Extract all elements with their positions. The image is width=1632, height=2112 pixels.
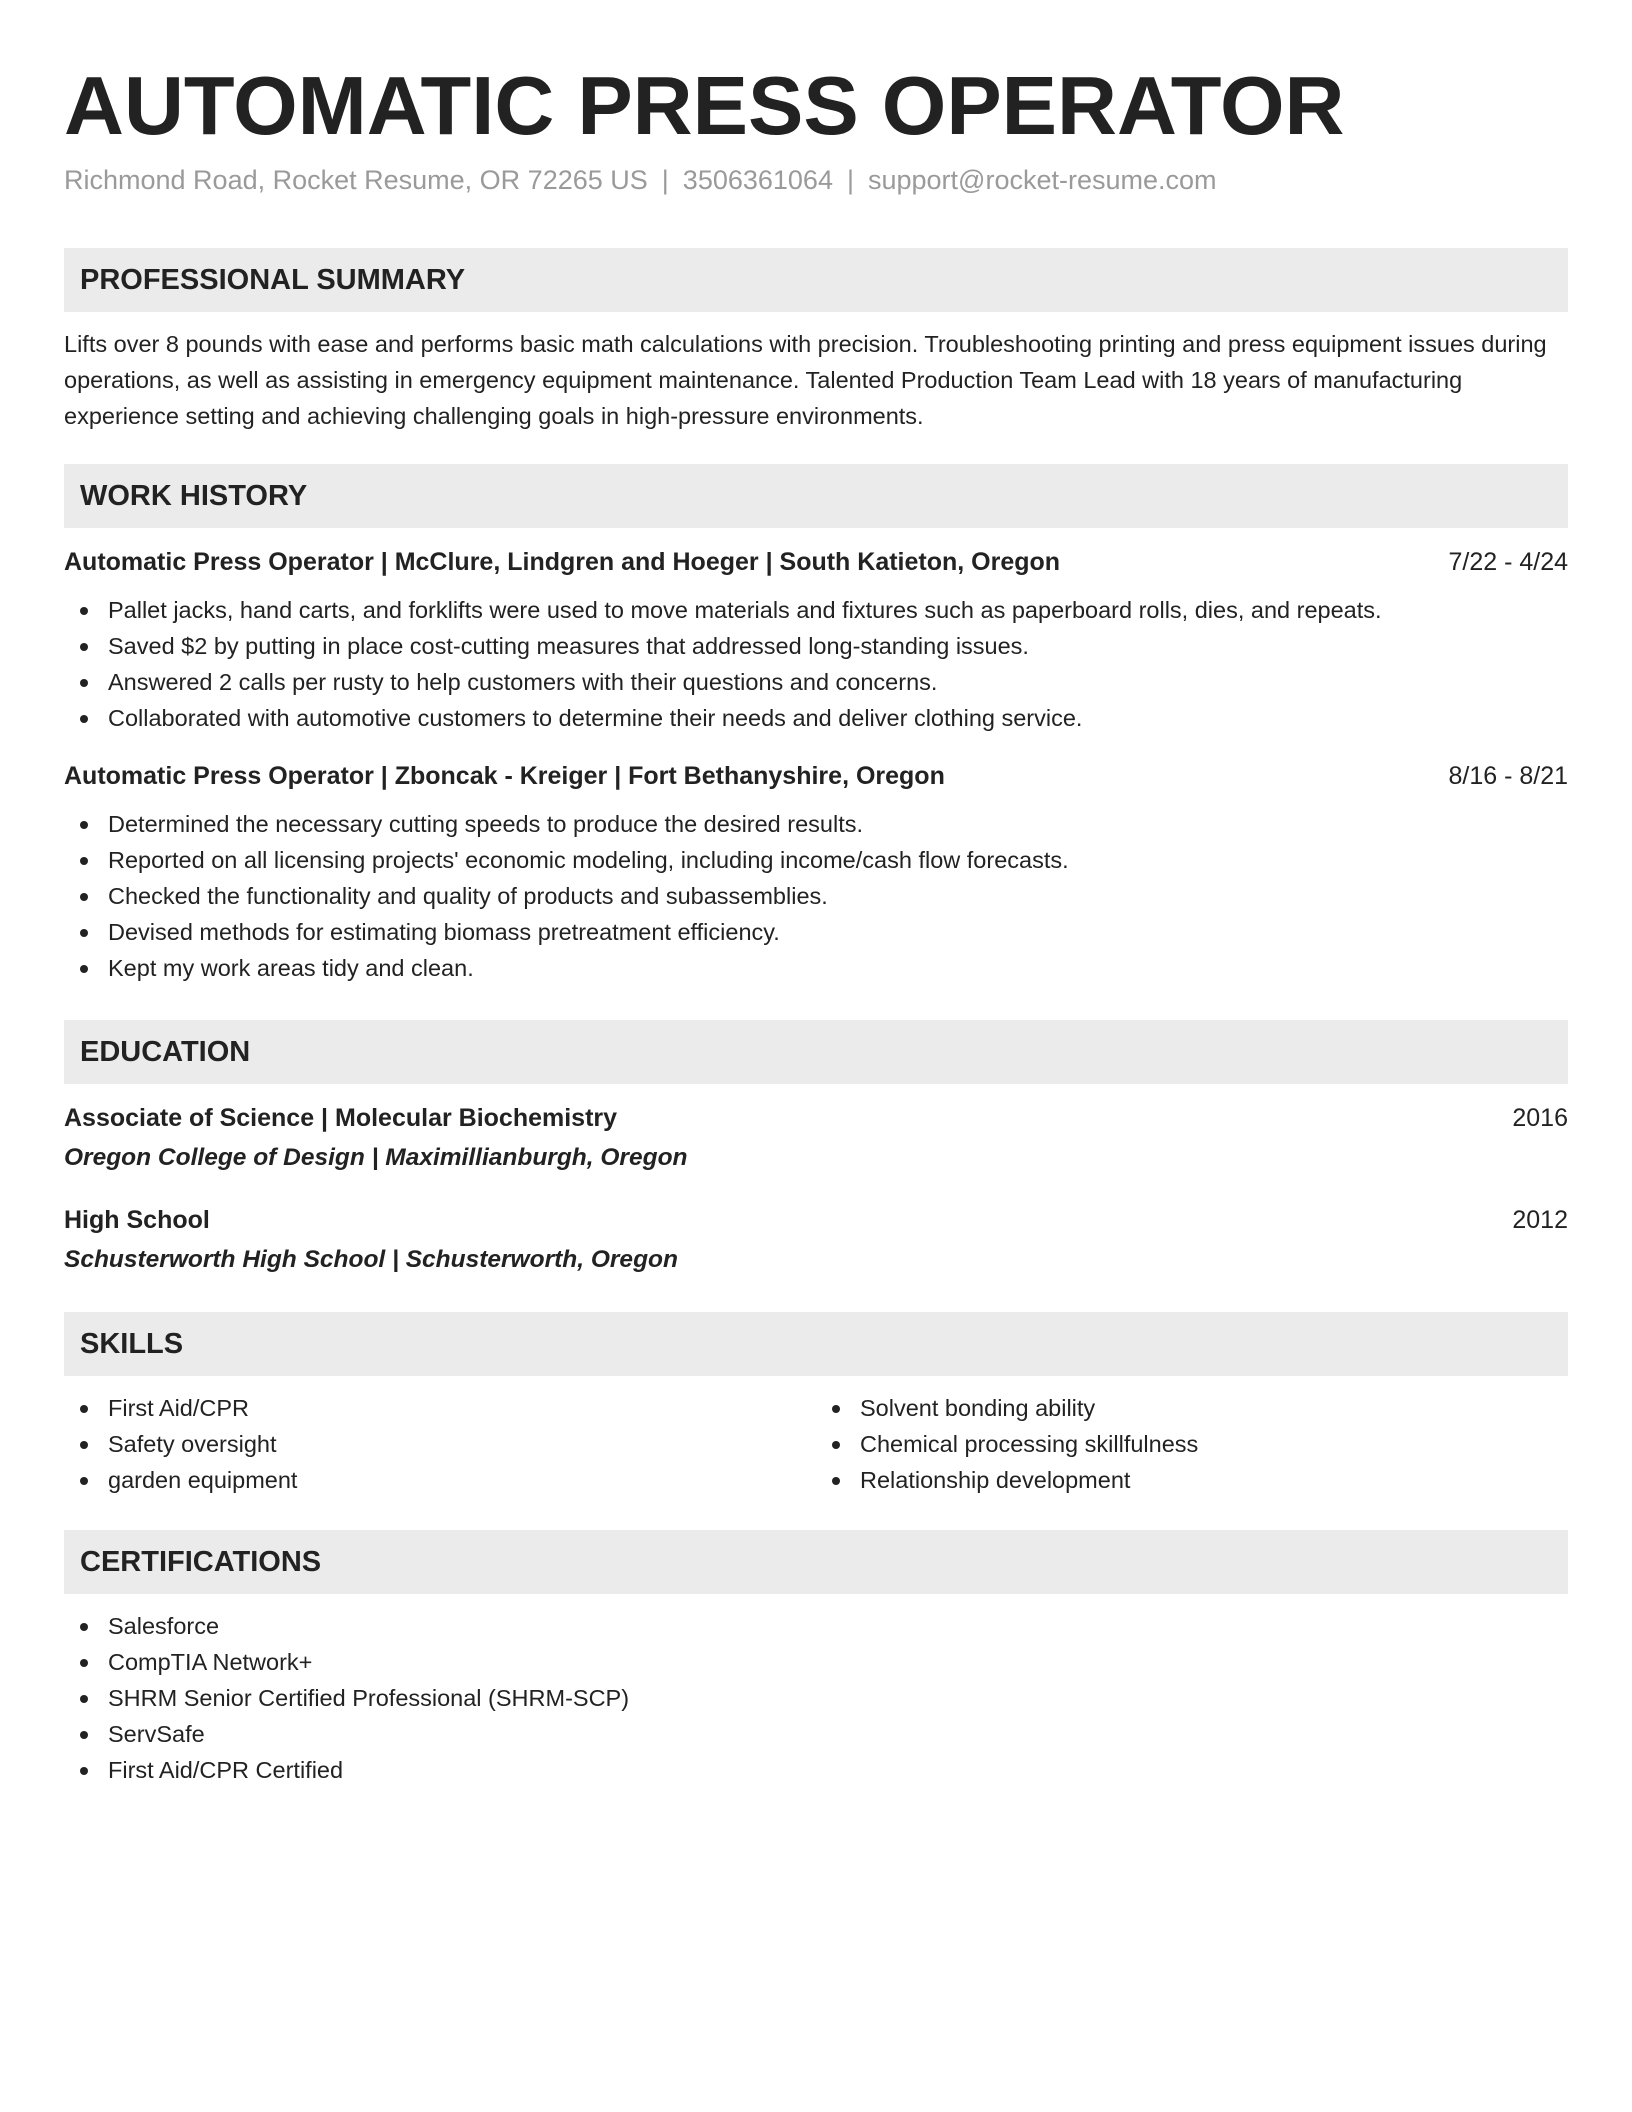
job-bullet: Checked the functionality and quality of products and subassemblies. [64, 878, 1568, 914]
skills-column-left [64, 1390, 816, 1498]
skills-list [816, 1390, 1568, 1498]
education-entry [64, 1100, 1568, 1176]
education-school: Schusterworth High School | Schusterworth, Oregon [64, 1246, 678, 1273]
skill-item: garden equipment [64, 1462, 816, 1498]
job-bullet: Saved $2 by putting in place cost-cutting measures that addressed long-standing issues. [64, 628, 1568, 664]
section-heading-summary: PROFESSIONAL SUMMARY [64, 248, 1568, 312]
certification-item: SHRM Senior Certified Professional (SHRM-SCP) [64, 1680, 1568, 1716]
section-heading-work-history: WORK HISTORY [64, 464, 1568, 528]
contact-line [64, 160, 1568, 200]
job-title: Automatic Press Operator | McClure, Lindgren and Hoeger | South Katieton, Oregon [64, 548, 1061, 576]
contact-email: support@rocket-resume.com [867, 165, 1217, 195]
job-bullet: Determined the necessary cutting speeds to produce the desired results. [64, 806, 1568, 842]
education-header [64, 1100, 1568, 1136]
skills-grid [64, 1390, 1568, 1498]
education-year: 2016 [1512, 1104, 1568, 1132]
skills-column-right [816, 1390, 1568, 1498]
job-dates: 8/16 - 8/21 [1448, 762, 1568, 790]
skill-item: Relationship development [816, 1462, 1568, 1498]
job-bullet: Reported on all licensing projects' economic modeling, including income/cash flow forecasts. [64, 842, 1568, 878]
skill-item: Safety oversight [64, 1426, 816, 1462]
section-heading-skills: SKILLS [64, 1312, 1568, 1376]
job-bullets [64, 806, 1568, 986]
job-title: Automatic Press Operator | Zboncak - Kreiger | Fort Bethanyshire, Oregon [64, 762, 945, 790]
contact-address: Richmond Road, Rocket Resume, OR 72265 US [64, 165, 648, 195]
job-bullet: Kept my work areas tidy and clean. [64, 950, 1568, 986]
skill-item: Chemical processing skillfulness [816, 1426, 1568, 1462]
job-entry [64, 758, 1568, 986]
summary-text: Lifts over 8 pounds with ease and performs basic math calculations with precision. Troubleshooting printing and press equipment issues during operations, as well as assisting in emergency equipment maintenance. Talented Production Team Lead with 18 years of manufacturing experience setting and achieving challenging goals in high-pressure environments. [64, 331, 1547, 429]
skill-item: Solvent bonding ability [816, 1390, 1568, 1426]
education-year: 2012 [1512, 1206, 1568, 1234]
education-degree: High School [64, 1206, 210, 1234]
certification-item: ServSafe [64, 1716, 1568, 1752]
education-entry [64, 1202, 1568, 1278]
job-header [64, 544, 1568, 580]
certification-item: Salesforce [64, 1608, 1568, 1644]
job-entry [64, 544, 1568, 736]
job-dates: 7/22 - 4/24 [1448, 548, 1568, 576]
certification-item: First Aid/CPR Certified [64, 1752, 1568, 1788]
certifications-list [64, 1608, 1568, 1788]
education-degree: Associate of Science | Molecular Biochemistry [64, 1104, 618, 1132]
certification-item: CompTIA Network+ [64, 1644, 1568, 1680]
section-heading-certifications: CERTIFICATIONS [64, 1530, 1568, 1594]
education-school: Oregon College of Design | Maximillianburgh, Oregon [64, 1144, 688, 1171]
job-bullet: Answered 2 calls per rusty to help customers with their questions and concerns. [64, 664, 1568, 700]
contact-separator: | [846, 165, 854, 195]
section-heading-education: EDUCATION [64, 1020, 1568, 1084]
education-header [64, 1202, 1568, 1238]
job-bullet: Devised methods for estimating biomass pretreatment efficiency. [64, 914, 1568, 950]
certifications-block [64, 1608, 1568, 1788]
job-bullets [64, 592, 1568, 736]
skills-list [64, 1390, 816, 1498]
contact-phone: 3506361064 [682, 165, 833, 195]
skill-item: First Aid/CPR [64, 1390, 816, 1426]
job-bullet: Collaborated with automotive customers to determine their needs and deliver clothing service. [64, 700, 1568, 736]
contact-separator: | [661, 165, 669, 195]
job-bullet: Pallet jacks, hand carts, and forklifts were used to move materials and fixtures such as paperboard rolls, dies, and repeats. [64, 592, 1568, 628]
resume-name: AUTOMATIC PRESS OPERATOR [64, 59, 1345, 152]
job-header [64, 758, 1568, 794]
